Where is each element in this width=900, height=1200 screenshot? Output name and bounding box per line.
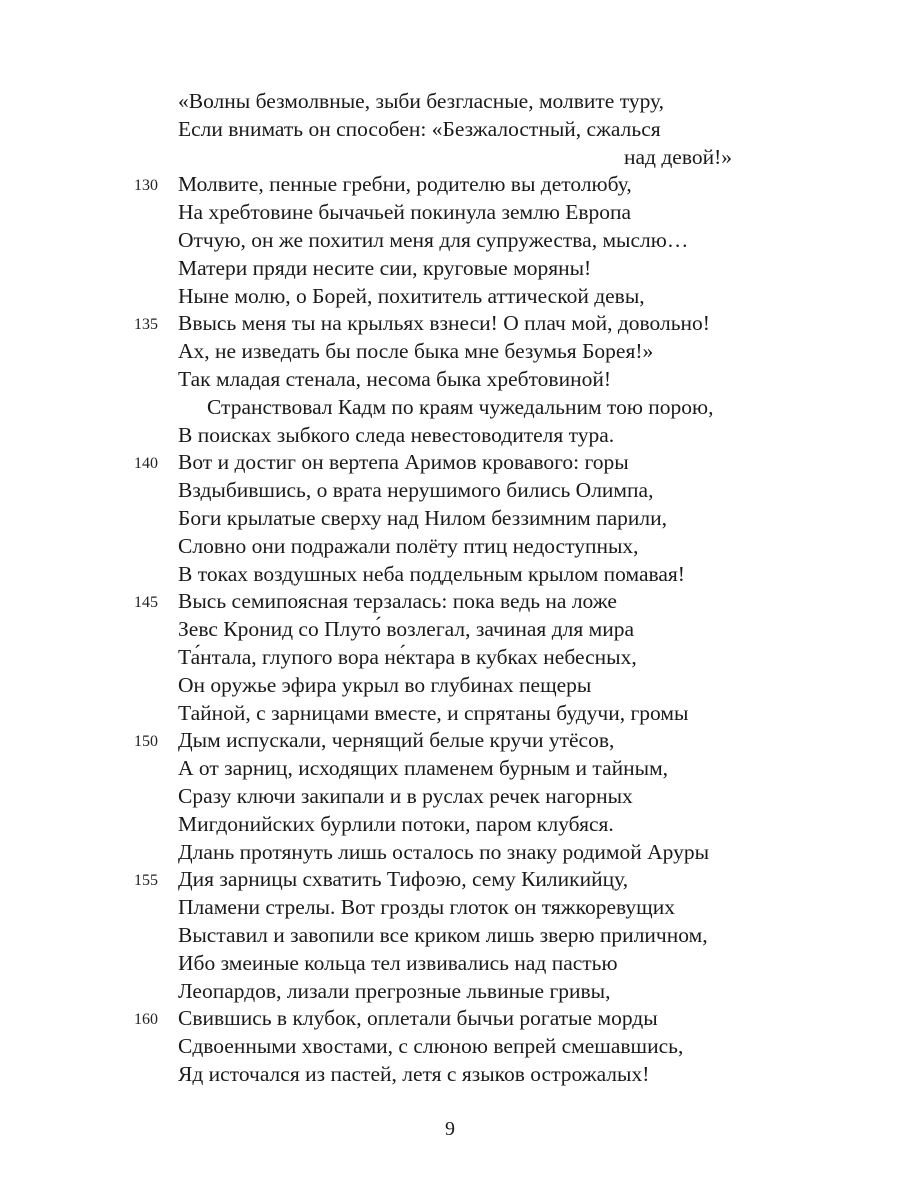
verse-line — [0, 1005, 900, 1033]
verse-line — [0, 727, 900, 755]
verse-text: Леопардов, лизали прегрозные львиные гривы, — [178, 978, 611, 1003]
verse-text: Выставил и завопили все криком лишь зверю приличном, — [178, 922, 708, 947]
verse-text: Боги крылатые сверху над Нилом беззимним парили, — [178, 505, 667, 530]
verse-line — [0, 866, 900, 894]
verse-text: Пламени стрелы. Вот грозды глоток он тяжкоревущих — [178, 895, 675, 920]
verse-text: Дия зарницы схватить Тифоэю, сему Киликийцу, — [178, 867, 629, 892]
line-number: 135 — [134, 316, 158, 334]
line-number: 150 — [134, 733, 158, 751]
verse-text: Яд источался из пастей, летя с языков острожалых! — [178, 1061, 650, 1086]
verse-text: Ввысь меня ты на крыльях взнеси! О плач мой, довольно! — [178, 311, 710, 336]
verse-text: В токах воздушных неба поддельным крылом помавая! — [178, 561, 685, 586]
verse-text: А от зарниц, исходящих пламенем бурным и тайным, — [178, 756, 669, 781]
verse-text: Странствовал Кадм по краям чужедальним тою порою, — [207, 394, 714, 419]
verse-line — [0, 561, 900, 589]
verse-text: над девой!» — [623, 144, 732, 169]
verse-text: Тайной, с зарницами вместе, и спрятаны будучи, громы — [178, 700, 689, 725]
line-number: 155 — [134, 872, 158, 890]
verse-text: На хребтовине бычачьей покинула землю Европа — [178, 200, 632, 225]
verse-line — [0, 116, 900, 144]
verse-line — [0, 644, 900, 672]
verse-line — [0, 978, 900, 1006]
poem-text — [0, 88, 900, 1089]
verse-line — [0, 449, 900, 477]
line-number: 145 — [134, 594, 158, 612]
verse-text: Мигдонийских бурлили потоки, паром клубяся. — [178, 811, 614, 836]
verse-text: Если внимать он способен: «Безжалостный, сжалься — [178, 116, 661, 141]
verse-line — [0, 338, 900, 366]
verse-line — [0, 1061, 900, 1089]
verse-line — [0, 422, 900, 450]
verse-text: Длань протянуть лишь осталось по знаку родимой Аруры — [178, 839, 710, 864]
verse-line — [0, 839, 900, 867]
verse-line — [0, 310, 900, 338]
verse-text: Вздыбившись, о врата нерушимого бились Олимпа, — [178, 478, 654, 503]
verse-line — [0, 894, 900, 922]
verse-text: Сразу ключи закипали и в руслах речек нагорных — [178, 783, 633, 808]
verse-line — [0, 616, 900, 644]
verse-text: Та́нтала, глупого вора не́ктара в кубках небесных, — [178, 644, 637, 669]
page-number: 9 — [445, 1118, 455, 1140]
verse-text: Отчую, он же похитил меня для супружества, мыслю… — [178, 227, 689, 252]
verse-text: Ныне молю, о Борей, похититель аттической девы, — [178, 283, 645, 308]
verse-line — [0, 144, 900, 172]
verse-line — [0, 755, 900, 783]
verse-text: Так младая стенала, несома быка хребтовиной! — [178, 366, 612, 391]
verse-line — [0, 950, 900, 978]
verse-text: Ибо змеиные кольца тел извивались над пастью — [178, 950, 618, 975]
verse-line — [0, 700, 900, 728]
line-number: 140 — [134, 455, 158, 473]
verse-line — [0, 283, 900, 311]
verse-text: Ах, не изведать бы после быка мне безумья Борея!» — [178, 339, 654, 364]
verse-text: Зевс Кронид со Плуто́ возлегал, зачиная для мира — [178, 617, 635, 642]
verse-text: Сдвоенными хвостами, с слюною вепрей смешавшись, — [178, 1034, 684, 1059]
verse-text: «Волны безмолвные, зыби безгласные, молвите туру, — [178, 89, 665, 113]
verse-line — [0, 505, 900, 533]
verse-line — [0, 672, 900, 700]
verse-line — [0, 199, 900, 227]
verse-line — [0, 171, 900, 199]
verse-text: Словно они подражали полёту птиц недоступных, — [178, 533, 639, 558]
line-number: 130 — [134, 177, 158, 195]
verse-line — [0, 588, 900, 616]
verse-text: Матери пряди несите сии, круговые моряны! — [178, 255, 592, 280]
verse-line — [0, 227, 900, 255]
verse-text: Молвите, пенные гребни, родителю вы детолюбу, — [178, 172, 632, 197]
verse-text: Дым испускали, чернящий белые кручи утёсов, — [178, 728, 615, 753]
verse-text: Он оружье эфира укрыл во глубинах пещеры — [178, 672, 592, 697]
verse-text: Вот и достиг он вертепа Аримов кровавого: горы — [178, 450, 629, 475]
verse-line — [0, 533, 900, 561]
line-number: 160 — [134, 1011, 158, 1029]
verse-line — [0, 922, 900, 950]
verse-text: В поисках зыбкого следа невестоводителя тура. — [178, 422, 615, 447]
verse-text: Свившись в клубок, оплетали бычьи рогатые морды — [178, 1006, 658, 1031]
verse-line — [0, 477, 900, 505]
verse-text: Высь семипоясная терзалась: пока ведь на ложе — [178, 589, 617, 614]
verse-line — [0, 1033, 900, 1061]
verse-line — [0, 366, 900, 394]
verse-line — [0, 255, 900, 283]
verse-line — [0, 394, 900, 422]
verse-line — [0, 88, 900, 116]
verse-line — [0, 811, 900, 839]
verse-line — [0, 783, 900, 811]
